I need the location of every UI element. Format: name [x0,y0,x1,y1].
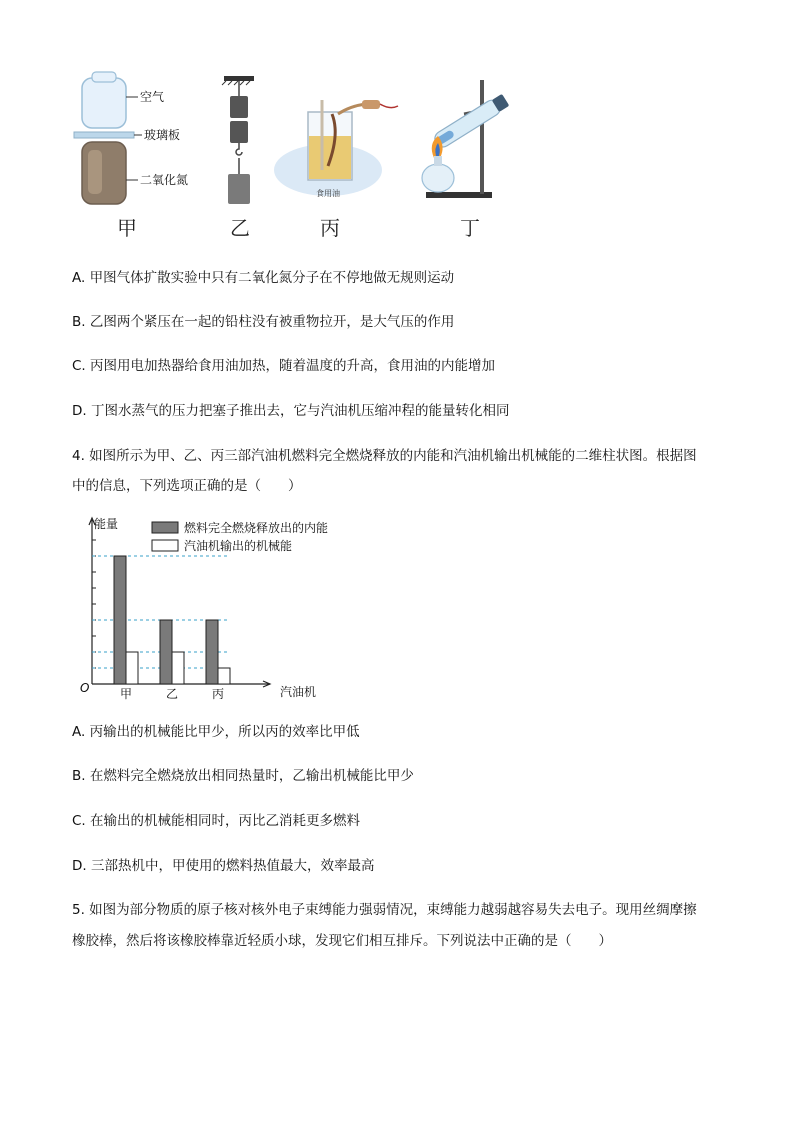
q5-stem-line1: 5. 如图为部分物质的原子核对核外电子束缚能力强弱情况，束缚能力越弱越容易失去电子。现用丝绸摩擦 [72,902,697,918]
q4-option-d: D. 三部热机中，甲使用的燃料热值最大，效率最高 [72,858,375,874]
bar-mechanical-energy [218,668,230,684]
energy-bar-chart [70,512,330,702]
caption-bing: 丙 [320,216,340,240]
x-axis-label: 汽油机 [280,685,317,699]
bar-mechanical-energy [172,652,184,684]
x-tick-label: 甲 [120,687,133,701]
bar-internal-energy [206,620,218,684]
figure-yi [222,76,254,204]
q3-option-d: D. 丁图水蒸气的压力把塞子推出去，它与汽油机压缩冲程的能量转化相同 [72,403,510,419]
caption-jia: 甲 [117,216,137,240]
figure-bing [274,100,398,198]
label-glass-plate: 玻璃板 [144,128,181,142]
y-axis-label: 能量 [94,517,119,531]
caption-yi: 乙 [230,216,250,240]
caption-ding: 丁 [460,216,480,240]
origin-label: O [80,681,90,695]
q5-stem-line2: 橡胶棒，然后将该橡胶棒靠近轻质小球，发现它们相互排斥。下列说法中正确的是（ ） [72,933,612,949]
q4-option-a: A. 丙输出的机械能比甲少，所以丙的效率比甲低 [72,724,360,740]
q3-option-a: A. 甲图气体扩散实验中只有二氧化氮分子在不停地做无规则运动 [72,270,455,286]
q4-stem-line1: 4. 如图所示为甲、乙、丙三部汽油机燃料完全燃烧释放的内能和汽油机输出机械能的二维柱状图。根据图 [72,448,697,464]
q4-option-b: B. 在燃料完全燃烧放出相同热量时，乙输出机械能比甲少 [72,768,414,784]
x-tick-label: 乙 [166,687,179,701]
q4-option-c: C. 在输出的机械能相同时，丙比乙消耗更多燃料 [72,813,361,829]
q4-stem-line2: 中的信息，下列选项正确的是（ ） [72,478,302,494]
q3-option-b: B. 乙图两个紧压在一起的铅柱没有被重物拉开，是大气压的作用 [72,314,455,330]
x-tick-label: 丙 [212,687,225,701]
legend-label: 汽油机输出的机械能 [184,539,293,553]
chart-layer [80,516,328,701]
bar-mechanical-energy [126,652,138,684]
bar-internal-energy [160,620,172,684]
legend-swatch [152,540,178,551]
legend-swatch [152,522,178,533]
q3-option-c: C. 丙图用电加热器给食用油加热，随着温度的升高，食用油的内能增加 [72,358,496,374]
label-air: 空气 [140,90,165,104]
legend-label: 燃料完全燃烧释放出的内能 [184,521,329,535]
figure-jia [74,72,188,204]
bar-internal-energy [114,556,126,684]
label-edible-oil: 食用油 [316,189,340,198]
label-no2: 二氧化氮 [140,173,189,187]
figure-ding [422,80,510,198]
